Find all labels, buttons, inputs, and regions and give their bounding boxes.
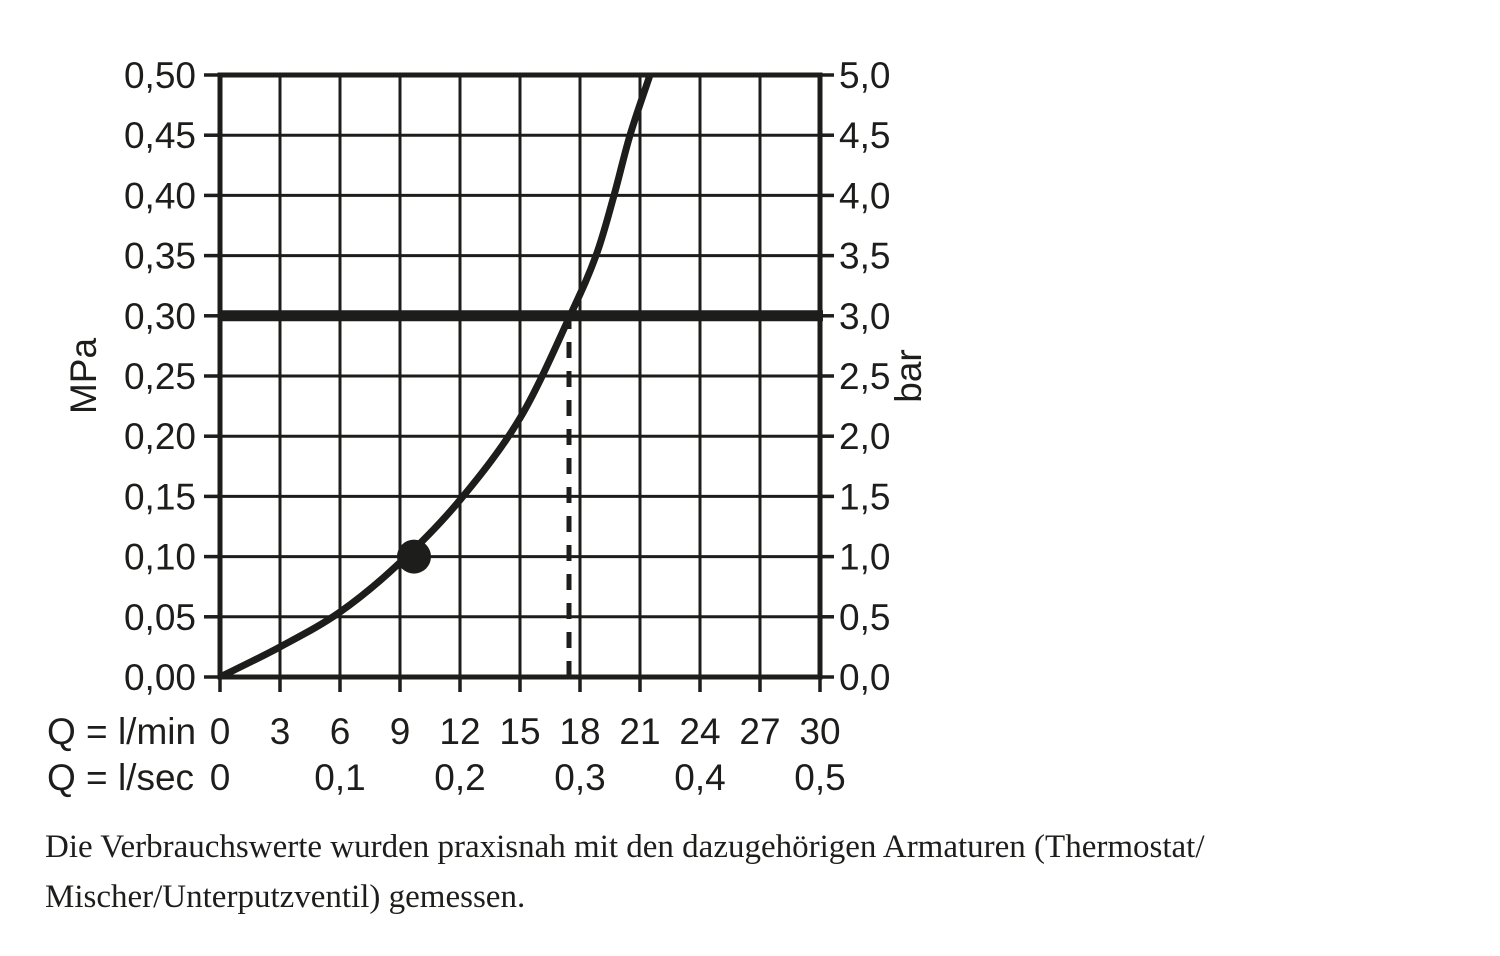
right-tick-label: 3,5 (839, 235, 891, 277)
right-tick-label: 5,0 (839, 55, 891, 96)
left-tick-label: 0,25 (123, 356, 196, 397)
x-tick-label: 0 (209, 711, 231, 752)
left-tick-label: 0,10 (123, 536, 196, 578)
right-tick-label: 1,0 (839, 536, 891, 578)
left-tick-label: 0,35 (123, 235, 196, 277)
x-tick-label: 18 (559, 711, 601, 752)
left-tick-label: 0,30 (123, 295, 196, 337)
left-tick-label: 0,50 (123, 55, 196, 96)
right-axis-labels (839, 55, 890, 698)
x-tick-label: 30 (799, 711, 841, 752)
right-tick-label: 4,5 (839, 115, 891, 157)
x-axis-row-label: Q = l/sec (47, 757, 195, 798)
x-tick-label: 27 (739, 711, 781, 752)
right-tick-label: 2,0 (839, 416, 891, 458)
x-tick-label: 0,2 (434, 757, 486, 798)
x-tick-label: 12 (439, 711, 481, 752)
right-axis-unit-bar: bar (888, 349, 929, 403)
x-tick-label: 0,3 (554, 757, 606, 798)
left-axis-unit-mpa: MPa (63, 337, 104, 415)
right-tick-label: 1,5 (839, 476, 891, 518)
x-axis-row-lsec (47, 757, 846, 798)
grid (220, 75, 820, 677)
x-tick-label: 3 (269, 711, 291, 752)
x-tick-label: 0 (209, 757, 231, 798)
measurement-note (45, 822, 1205, 922)
x-tick-label: 6 (329, 711, 351, 752)
left-tick-label: 0,45 (123, 115, 196, 157)
right-tick-label: 4,0 (839, 175, 891, 217)
measurement-note-line1: Die Verbrauchswerte wurden praxisnah mit den dazugehörigen Armaturen (Thermostat/ (45, 829, 1205, 865)
right-tick-label: 2,5 (839, 356, 891, 397)
right-tick-label: 0,0 (839, 657, 891, 698)
x-axis-row-label: Q = l/min (47, 711, 197, 752)
x-tick-label: 0,5 (794, 757, 846, 798)
left-tick-label: 0,00 (123, 657, 196, 698)
right-tick-label: 0,5 (839, 596, 891, 638)
x-tick-label: 24 (679, 711, 721, 752)
left-axis-labels (124, 55, 196, 698)
operating-point-dot (397, 540, 431, 574)
x-tick-label: 0,4 (674, 757, 726, 798)
left-tick-label: 0,15 (123, 476, 196, 518)
right-tick-label: 3,0 (839, 295, 891, 337)
x-tick-label: 15 (499, 711, 541, 752)
left-tick-label: 0,20 (123, 416, 196, 458)
x-tick-label: 21 (619, 711, 661, 752)
x-tick-label: 0,1 (314, 757, 366, 798)
x-axis-row-lmin (47, 711, 841, 752)
left-tick-label: 0,40 (123, 175, 196, 217)
x-tick-label: 9 (389, 711, 411, 752)
measurement-note-line2: Mischer/Unterputzventil) gemessen. (45, 879, 526, 915)
left-tick-label: 0,05 (123, 596, 196, 638)
